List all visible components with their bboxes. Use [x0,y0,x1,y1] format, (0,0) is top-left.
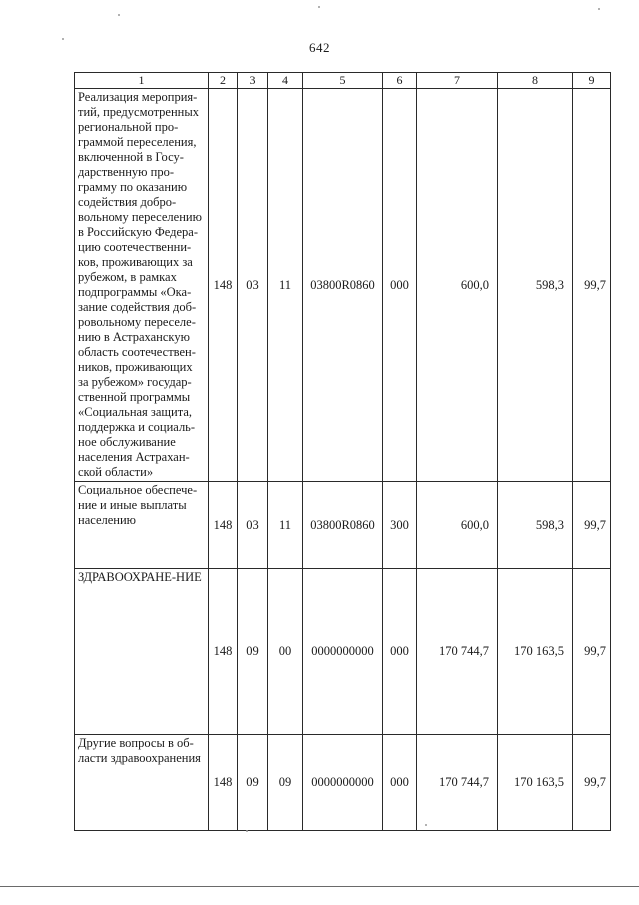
cell-percent: 99,7 [573,89,611,482]
row-name: Другие вопросы в об-ласти здравоохранения [75,735,209,831]
header-col-2: 2 [209,73,238,89]
header-col-3: 3 [238,73,268,89]
scan-speck [246,830,248,832]
cell-percent: 99,7 [573,735,611,831]
page-number: 642 [309,40,330,55]
table-row [75,89,611,482]
cell-admin-code: 148 [209,89,238,482]
cell-planned: 170 744,7 [417,735,498,831]
cell-executed: 170 163,5 [498,735,573,831]
cell-section: 03 [238,89,268,482]
header-col-5: 5 [303,73,383,89]
cell-section: 09 [238,569,268,735]
cell-subsection: 00 [268,569,303,735]
scan-speck [118,14,120,16]
header-col-1: 1 [75,73,209,89]
cell-target-article: 0000000000 [303,735,383,831]
scan-speck [318,6,320,8]
cell-admin-code: 148 [209,735,238,831]
cell-target-article: 0000000000 [303,569,383,735]
cell-subsection: 11 [268,89,303,482]
cell-target-article: 03800R0860 [303,482,383,569]
header-col-7: 7 [417,73,498,89]
cell-expense-type: 300 [383,482,417,569]
bottom-edge-line [0,886,639,887]
header-row [75,73,611,89]
cell-planned: 600,0 [417,482,498,569]
cell-target-article: 03800R0860 [303,89,383,482]
cell-planned: 600,0 [417,89,498,482]
scan-speck [425,824,427,826]
cell-percent: 99,7 [573,569,611,735]
cell-executed: 598,3 [498,89,573,482]
cell-planned: 170 744,7 [417,569,498,735]
row-name: Реализация мероприя-тий, предусмотренных региональной про-граммой переселения, включенной в Госу-дарственную про-грамму по оказанию содействия добро-вольному переселению в Российскую Федера-цию соотечественни-ков, проживающих за рубежом, в рамках подпрограммы «Ока-зание содействия доб-ровольному переселе-нию в Астраханскую область соотечествен-ников, проживающих за рубежом» государ-ственной программы «Социальная защита, поддержка и социаль-ное обслуживание населения Астрахан-ской области» [75,89,209,482]
table-row [75,735,611,831]
cell-percent: 99,7 [573,482,611,569]
cell-section: 03 [238,482,268,569]
table-row [75,482,611,569]
cell-section: 09 [238,735,268,831]
cell-executed: 598,3 [498,482,573,569]
budget-table [74,72,611,831]
header-col-8: 8 [498,73,573,89]
cell-subsection: 09 [268,735,303,831]
cell-expense-type: 000 [383,735,417,831]
cell-expense-type: 000 [383,569,417,735]
row-name: Социальное обеспече-ние и иные выплаты населению [75,482,209,569]
scan-speck [62,38,64,40]
cell-admin-code: 148 [209,569,238,735]
header-col-6: 6 [383,73,417,89]
header-col-4: 4 [268,73,303,89]
cell-subsection: 11 [268,482,303,569]
header-col-9: 9 [573,73,611,89]
cell-executed: 170 163,5 [498,569,573,735]
cell-admin-code: 148 [209,482,238,569]
row-name: ЗДРАВООХРАНЕ-НИЕ [75,569,209,735]
table-row [75,569,611,735]
scan-speck [598,8,600,10]
cell-expense-type: 000 [383,89,417,482]
